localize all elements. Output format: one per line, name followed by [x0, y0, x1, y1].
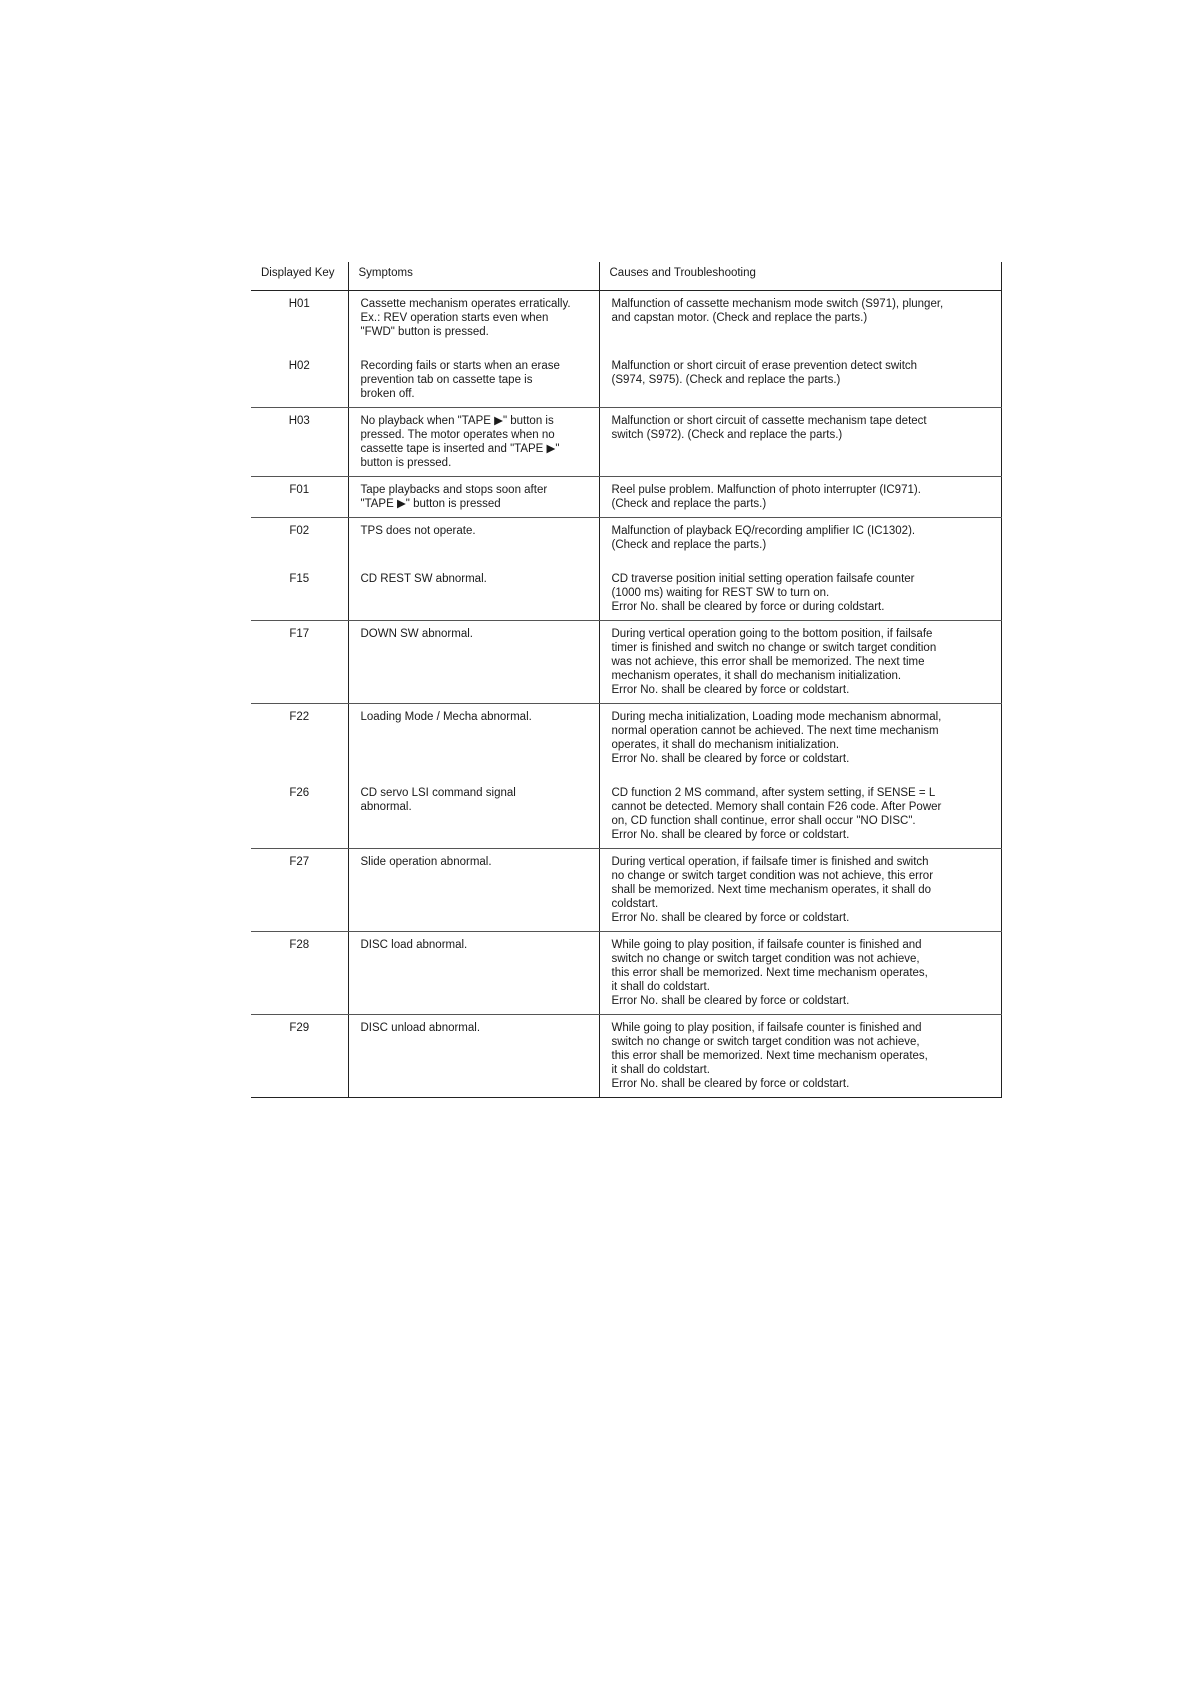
row-cause: [599, 408, 1001, 477]
table-row: [251, 353, 1001, 408]
table-row: [251, 1015, 1001, 1098]
row-key: F02: [289, 525, 310, 537]
row-cause-text: CD traverse position initial setting operation failsafe counter (1000 ms) waiting for REST SW to turn on. Error No. shall be cleared by force or during coldstart.: [611, 573, 915, 613]
table-row: [251, 621, 1001, 704]
row-key: F26: [251, 780, 348, 849]
row-cause-text: Malfunction or short circuit of erase prevention detect switch (S974, S975). (Check and replace the parts.): [611, 360, 918, 386]
row-cause: [599, 518, 1001, 567]
row-cause: [599, 1015, 1001, 1098]
row-cause-text: Malfunction of playback EQ/recording amplifier IC (IC1302). (Check and replace the parts.): [611, 525, 916, 551]
row-cause: [599, 477, 1001, 518]
row-key: F27: [251, 849, 348, 932]
table-row: [251, 849, 1001, 932]
table-row: [251, 518, 1001, 567]
row-symptom-text: CD REST SW abnormal.: [360, 573, 487, 585]
row-symptom-text: No playback when "TAPE ▶" button is pressed. The motor operates when no cassette tape is inserted and "TAPE ▶" button is pressed.: [360, 415, 560, 469]
table-row: [251, 477, 1001, 518]
row-symptom-text: Slide operation abnormal.: [360, 856, 492, 868]
row-symptom-text: Cassette mechanism operates erratically. Ex.: REV operation starts even when "FWD" button is pressed.: [360, 298, 571, 338]
row-symptom: [348, 408, 599, 477]
table-row: [251, 408, 1001, 477]
row-cause-text: During vertical operation, if failsafe timer is finished and switch no change or switch target condition was not achieve, this error shall be memorized. Next time mechanism operates, it shall do coldstart. Error No. shall be cleared by force or coldstart.: [611, 856, 934, 924]
error-code-table: [251, 262, 1002, 1098]
row-cause-text: Reel pulse problem. Malfunction of photo interrupter (IC971). (Check and replace the parts.): [611, 484, 921, 510]
row-symptom: [348, 566, 599, 621]
row-symptom-text: DISC unload abnormal.: [360, 1022, 481, 1034]
row-symptom: [348, 704, 599, 781]
row-symptom: [348, 932, 599, 1015]
row-cause: [599, 780, 1001, 849]
row-key: F28: [251, 932, 348, 1015]
table-row: [251, 932, 1001, 1015]
row-cause-text: While going to play position, if failsafe counter is finished and switch no change or switch target condition was not achieve, this error shall be memorized. Next time mechanism operates, it shall do coldstart. Error No. shall be cleared by force or coldstart.: [611, 1022, 928, 1090]
row-symptom: [348, 477, 599, 518]
table-header-row: [251, 262, 1001, 291]
row-cause: [599, 291, 1001, 354]
row-cause-text: CD function 2 MS command, after system setting, if SENSE = L cannot be detected. Memory shall contain F26 code. After Power on, CD function shall continue, error shall occur "NO DISC". Error No. shall be cleared by force or coldstart.: [611, 787, 942, 841]
row-key: F29: [251, 1015, 348, 1098]
row-cause-text: Malfunction of cassette mechanism mode switch (S971), plunger, and capstan motor. (Check and replace the parts.): [611, 298, 944, 324]
row-cause: [599, 932, 1001, 1015]
table-row: [251, 780, 1001, 849]
header-symptoms: Symptoms: [348, 262, 599, 291]
row-cause-text: During mecha initialization, Loading mode mechanism abnormal, normal operation cannot be achieved. The next time mechanism operates, it shall do mechanism initialization. Error No. shall be cleared by force or coldstart.: [611, 711, 942, 765]
row-symptom: [348, 353, 599, 408]
row-symptom-text: Recording fails or starts when an erase prevention tab on cassette tape is broken off.: [360, 360, 560, 400]
row-symptom: [348, 780, 599, 849]
row-key: H02: [251, 353, 348, 408]
row-symptom-text: TPS does not operate.: [360, 525, 476, 537]
table-row: [251, 704, 1001, 781]
header-displayed-key: Displayed Key: [251, 262, 348, 291]
row-cause: [599, 704, 1001, 781]
row-symptom-text: DISC load abnormal.: [360, 939, 468, 951]
row-cause-text: During vertical operation going to the bottom position, if failsafe timer is finished and switch no change or switch target condition was not achieve, this error shall be memorized. The next time mechanism operates, it shall do mechanism initialization. Error No. shall be cleared by force or coldstart.: [611, 628, 937, 696]
row-symptom: [348, 1015, 599, 1098]
row-cause-text: While going to play position, if failsafe counter is finished and switch no change or switch target condition was not achieve, this error shall be memorized. Next time mechanism operates, it shall do coldstart. Error No. shall be cleared by force or coldstart.: [611, 939, 928, 1007]
row-symptom-text: Tape playbacks and stops soon after "TAPE ▶" button is pressed: [360, 484, 548, 510]
row-cause: [599, 621, 1001, 704]
row-symptom-text: DOWN SW abnormal.: [360, 628, 473, 640]
row-symptom: [348, 849, 599, 932]
row-symptom: [348, 291, 599, 354]
row-key: F22: [289, 711, 310, 723]
row-symptom: [348, 518, 599, 567]
row-symptom-text: Loading Mode / Mecha abnormal.: [360, 711, 532, 723]
table-row: [251, 291, 1001, 354]
row-key: F01: [251, 477, 348, 518]
row-key: H03: [251, 408, 348, 477]
row-cause: [599, 566, 1001, 621]
row-cause-text: Malfunction or short circuit of cassette mechanism tape detect switch (S972). (Check and replace the parts.): [611, 415, 927, 441]
row-cause: [599, 849, 1001, 932]
row-cause: [599, 353, 1001, 408]
table-row: [251, 566, 1001, 621]
header-causes: Causes and Troubleshooting: [599, 262, 1001, 291]
row-key: H01: [288, 298, 310, 310]
row-key: F15: [251, 566, 348, 621]
row-symptom-text: CD servo LSI command signal abnormal.: [360, 787, 516, 813]
row-key: F17: [251, 621, 348, 704]
row-symptom: [348, 621, 599, 704]
